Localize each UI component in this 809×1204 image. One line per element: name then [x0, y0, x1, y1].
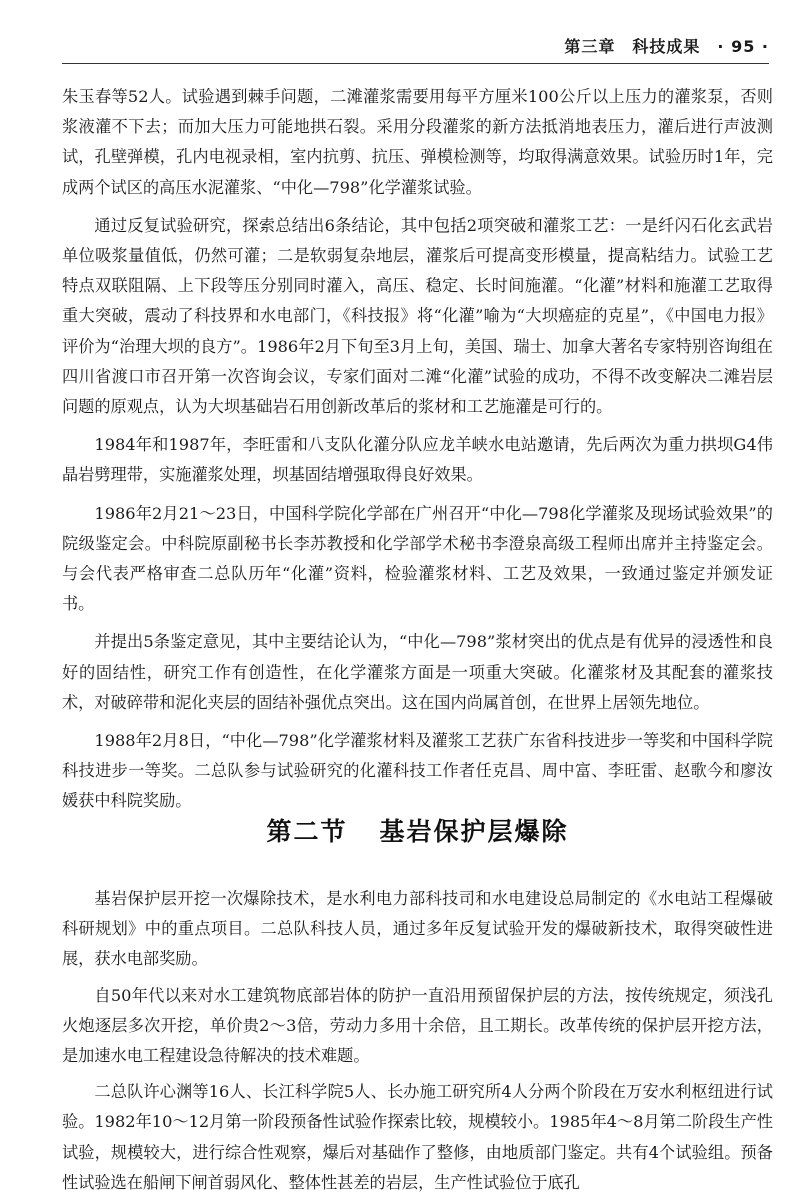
- section1-body: [62, 82, 773, 825]
- section-number: 第二节: [266, 817, 348, 846]
- header-rule: [62, 63, 769, 64]
- paragraph: 1988年2月8日，“中化—798”化学灌浆材料及灌浆工艺获广东省科技进步一等奖和中国科学院科技进步一等奖。二总队参与试验研究的化灌科技工作者任克昌、周中富、李旺雷、赵歌今和廖汝媛获中科院奖励。: [62, 731, 773, 811]
- paragraph: 1986年2月21～23日，中国科学院化学部在广州召开“中化—798化学灌浆及现场试验效果”的院级鉴定会。中科院原副秘书长李苏教授和化学部学术秘书李澄泉高级工程师出席并主持鉴定会。与会代表严格审查二总队历年“化灌”资料，检验灌浆材料、工艺及效果，一致通过鉴定并颁发证书。: [62, 503, 773, 614]
- paragraph: 并提出5条鉴定意见，其中主要结论认为，“中化—798”浆材突出的优点是有优异的浸透性和良好的固结性，研究工作有创造性，在化学灌浆方面是一项重大突破。化灌浆材及其配套的灌浆技术，对破碎带和泥化夹层的固结补强优点突出。这在国内尚属首创，在世界上居领先地位。: [62, 632, 773, 712]
- section2-body: [62, 884, 773, 1204]
- paragraph: 1984年和1987年，李旺雷和八支队化灌分队应龙羊峡水电站邀请，先后两次为重力拱坝G4伟晶岩劈理带，实施灌浆处理，坝基固结增强取得良好效果。: [62, 435, 773, 485]
- paragraph: 二总队许心渊等16人、长江科学院5人、长办施工研究所4人分两个阶段在万安水利枢纽进行试验。1982年10～12月第一阶段预备性试验作探索比较，规模较小。1985年4～8月第二阶段生产性试验，规模较大，进行综合性观察，爆后对基础作了整修，由地质部门鉴定。共有4个试验组。预备性试验选在船闸下闸首弱风化、整体性甚差的岩层，生产性试验位于底孔: [62, 1082, 773, 1192]
- running-header: 第三章 科技成果 · 95 ·: [564, 37, 769, 56]
- paragraph: 基岩保护层开挖一次爆除技术，是水利电力部科技司和水电建设总局制定的《水电站工程爆破科研规划》中的重点项目。二总队科技人员，通过多年反复试验开发的爆破新技术，取得突破性进展，获水电部奖励。: [62, 889, 773, 969]
- paragraph: 自50年代以来对水工建筑物底部岩体的防护一直沿用预留保护层的方法，按传统规定，须浅孔火炮逐层多次开挖，单价贵2～3倍，劳动力多用十余倍，且工期长。改革传统的保护层开挖方法，是加速水电工程建设急待解决的技术难题。: [62, 985, 773, 1066]
- paragraph: 通过反复试验研究，探索总结出6条结论，其中包括2项突破和灌浆工艺：一是纤闪石化玄武岩单位吸浆量值低，仍然可灌；二是软弱复杂地层，灌浆后可提高变形模量，提高粘结力。试验工艺特点双联阻隔、上下段等压分别同时灌入，高压、稳定、长时间施灌。“化灌”材料和施灌工艺取得重大突破，震动了科技界和水电部门，《科技报》将“化灌”喻为“大坝癌症的克星”，《中国电力报》评价为“治理大坝的良方”。1986年2月下旬至3月上旬，美国、瑞士、加拿大著名专家特别咨询组在四川省渡口市召开第一次咨询会议，专家们面对二滩“化灌”试验的成功，不得不改变解决二滩岩层问题的原观点，认为大坝基础岩石用创新改革后的浆材和工艺施灌是可行的。: [62, 215, 773, 417]
- paragraph: 朱玉春等52人。试验遇到棘手问题，二滩灌浆需要用每平方厘米100公斤以上压力的灌浆泵，否则浆液灌不下去；而加大压力可能地拱石裂。采用分段灌浆的新方法抵消地表压力，灌后进行声波测试，孔壁弹模，孔内电视录相，室内抗剪、抗压、弹模检测等，均取得满意效果。试验历时1年，完成两个试区的高压水泥灌浆、“中化—798”化学灌浆试验。: [62, 87, 773, 197]
- section-heading: [62, 812, 773, 848]
- section-title: 基岩保护层爆除: [379, 817, 569, 846]
